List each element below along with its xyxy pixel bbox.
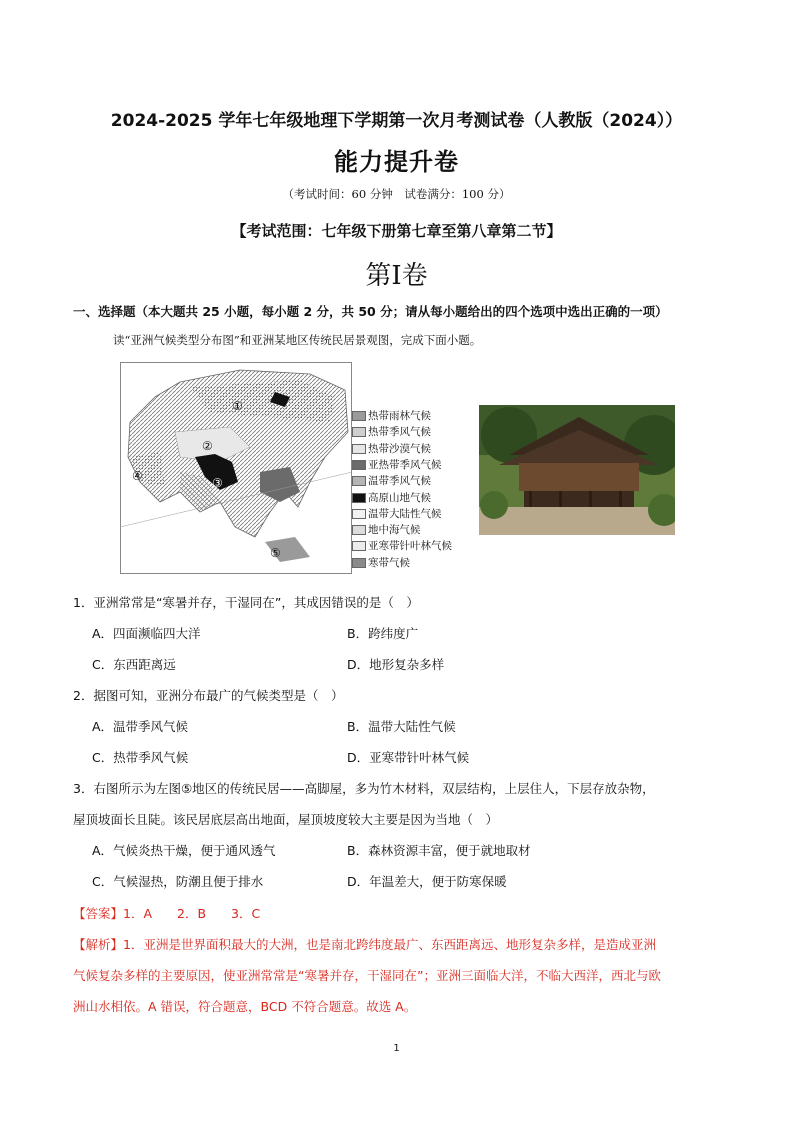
region-label-2: ② xyxy=(202,439,213,453)
q2-option-d[interactable]: D．亚寒带针叶林气候 xyxy=(347,750,470,765)
exam-scope: 【考试范围：七年级下册第七章至第八章第二节】 xyxy=(231,222,562,240)
question-3-stem-line1: 3．右图所示为左图⑤地区的传统民居——高脚屋，多为竹木材料，双层结构，上层住人，下层存放杂物， xyxy=(73,781,655,796)
legend-label: 温带季风气候 xyxy=(368,475,431,488)
map-legend xyxy=(352,409,477,574)
q2-option-c[interactable]: C．热带季风气候 xyxy=(92,750,189,765)
legend-item xyxy=(352,442,431,456)
q1-option-c[interactable]: C．东西距离远 xyxy=(92,657,176,672)
legend-item xyxy=(352,523,421,537)
legend-swatch xyxy=(352,525,366,535)
legend-swatch xyxy=(352,411,366,421)
q2-option-b[interactable]: B．温带大陆性气候 xyxy=(347,719,456,734)
analysis-label: 【解析】 xyxy=(73,937,124,952)
legend-label: 热带季风气候 xyxy=(368,426,431,439)
section-heading: 一、选择题（本大题共 25 小题，每小题 2 分，共 50 分；请从每小题给出的四个选项中选出正确的一项） xyxy=(73,304,668,319)
legend-label: 热带雨林气候 xyxy=(368,410,431,422)
legend-label: 地中海气候 xyxy=(368,524,421,537)
q1-option-a[interactable]: A．四面濒临四大洋 xyxy=(92,626,201,641)
question-1-stem: 1．亚洲常常是“寒暑并存，干湿同在”，其成因错误的是（ ） xyxy=(73,595,419,610)
answer-label: 【答案】 xyxy=(73,906,124,921)
legend-label: 温带大陆性气候 xyxy=(368,507,442,520)
legend-label: 亚寒带针叶林气候 xyxy=(368,540,452,553)
q3-option-d[interactable]: D．年温差大，便于防寒保暖 xyxy=(347,874,507,889)
legend-label: 寒带气候 xyxy=(368,556,410,569)
q1-option-b[interactable]: B．跨纬度广 xyxy=(347,626,419,641)
legend-item xyxy=(352,409,431,423)
q3-option-c[interactable]: C．气候湿热，防潮且便于排水 xyxy=(92,874,264,889)
legend-swatch xyxy=(352,509,366,519)
stilt-house-photo xyxy=(479,405,675,535)
exam-meta: （考试时间：60 分钟 试卷满分：100 分） xyxy=(282,187,511,201)
legend-item xyxy=(352,491,431,505)
question-3-stem-line2: 屋顶坡面长且陡。该民居底层高出地面，屋顶坡度较大主要是因为当地（ ） xyxy=(73,812,499,827)
legend-item xyxy=(352,425,431,439)
analysis-line-1 xyxy=(73,935,773,953)
legend-label: 高原山地气候 xyxy=(368,491,431,504)
legend-label: 亚热带季风气候 xyxy=(368,458,442,471)
legend-item xyxy=(352,539,452,553)
answer-text: 1．A 2．B 3．C xyxy=(123,906,261,921)
legend-item xyxy=(352,507,442,521)
exam-subtitle: 能力提升卷 xyxy=(334,148,459,176)
legend-swatch xyxy=(352,476,366,486)
legend-swatch xyxy=(352,493,366,503)
region-label-3: ③ xyxy=(212,476,223,490)
legend-item xyxy=(352,556,410,570)
answer-block xyxy=(73,904,260,922)
map-graphic xyxy=(120,362,352,574)
analysis-text-1: 1．亚洲是世界面积最大的大洲，也是南北跨纬度最广、东西距离远、地形复杂多样，是造成亚洲 xyxy=(123,937,656,952)
legend-label: 热带沙漠气候 xyxy=(368,442,431,455)
asia-climate-map xyxy=(120,362,352,574)
page-number: 1 xyxy=(393,1043,400,1054)
q3-option-a[interactable]: A．气候炎热干燥，便于通风透气 xyxy=(92,843,276,858)
legend-swatch xyxy=(352,444,366,454)
photo-graphic xyxy=(479,405,675,535)
legend-swatch xyxy=(352,558,366,568)
region-label-5: ⑤ xyxy=(270,546,281,560)
q1-option-d[interactable]: D．地形复杂多样 xyxy=(347,657,445,672)
volume-heading: 第Ⅰ卷 xyxy=(365,261,428,291)
legend-swatch xyxy=(352,427,366,437)
region-label-4: ④ xyxy=(132,469,143,483)
legend-swatch xyxy=(352,460,366,470)
question-2-stem: 2．据图可知，亚洲分布最广的气候类型是（ ） xyxy=(73,688,344,703)
region-label-1: ① xyxy=(232,399,243,413)
legend-swatch xyxy=(352,541,366,551)
section-intro: 读“亚洲气候类型分布图”和亚洲某地区传统民居景观图，完成下面小题。 xyxy=(113,333,482,347)
legend-item xyxy=(352,474,431,488)
exam-title: 2024-2025 学年七年级地理下学期第一次月考测试卷（人教版（2024）） xyxy=(110,111,683,131)
q2-option-a[interactable]: A．温带季风气候 xyxy=(92,719,189,734)
analysis-line-2: 气候复杂多样的主要原因，使亚洲常常是“寒暑并存，干湿同在”；亚洲三面临大洋，不临大西洋，西北与欧 xyxy=(73,968,661,983)
q3-option-b[interactable]: B．森林资源丰富，便于就地取材 xyxy=(347,843,531,858)
analysis-line-3: 洲山水相依。A 错误，符合题意，BCD 不符合题意。故选 A。 xyxy=(73,999,417,1014)
legend-item xyxy=(352,458,442,472)
